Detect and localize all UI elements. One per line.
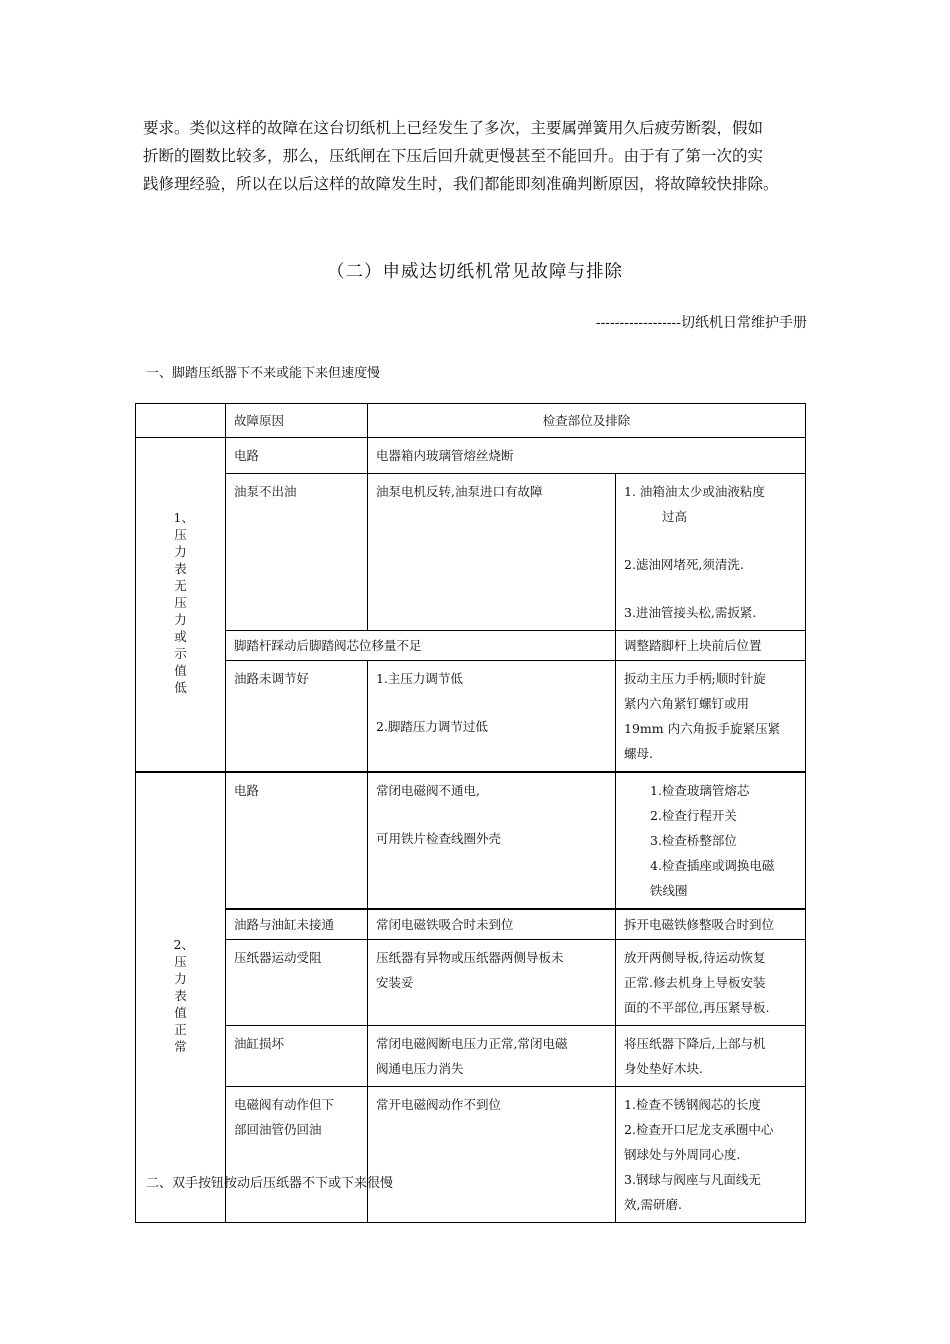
- check-cell: 电器箱内玻璃管熔丝烧断: [368, 438, 806, 474]
- fix-line: 4.检查插座或调换电磁: [650, 858, 775, 873]
- fix-cell: [616, 772, 806, 909]
- source-line: ------------------切纸机日常维护手册: [595, 315, 807, 331]
- table-header-row: [136, 404, 806, 438]
- group1-label-cell: [136, 438, 226, 773]
- cause-line: 部回油管仍回油: [234, 1122, 322, 1137]
- fix-line: 19mm 内六角扳手旋紧压紧: [624, 721, 781, 736]
- check-line: 压纸器有异物或压纸器两侧导板未: [376, 950, 564, 965]
- fault-table: [135, 403, 806, 1223]
- cause-cell: 脚踏杆踩动后脚踏阀芯位移量不足: [226, 631, 616, 661]
- check-line: 安装妥: [376, 975, 414, 990]
- section-title: （二）申威达切纸机常见故障与排除: [327, 262, 623, 282]
- intro-line: 践修理经验，所以在以后这样的故障发生时，我们都能即刻准确判断原因，将故障较快排除。: [143, 175, 779, 193]
- heading-1: 一、脚踏压纸器下不来或能下来但速度慢: [146, 366, 381, 381]
- check-cell: 常开电磁阀动作不到位: [368, 1087, 616, 1223]
- fix-line: 钢球处与外周同心度.: [624, 1147, 741, 1162]
- cause-cell: 油路与油缸未接通: [226, 909, 368, 940]
- fix-line: 1. 油箱油太少或油液粘度: [624, 484, 765, 499]
- fix-cell: 调整踏脚杆上块前后位置: [616, 631, 806, 661]
- fix-cell: [616, 661, 806, 773]
- fix-line: 效,需研磨.: [624, 1197, 682, 1212]
- check-cell: [368, 661, 616, 773]
- table-row: [136, 1026, 806, 1087]
- fix-line: 紧内六角紧钉螺钉或用: [624, 696, 750, 711]
- check-cell: [368, 1026, 616, 1087]
- cause-line: 电磁阀有动作但下: [234, 1097, 335, 1112]
- header-blank: [136, 404, 226, 438]
- check-line: 常闭电磁阀不通电,: [376, 783, 480, 798]
- fix-line: 过高: [662, 509, 688, 524]
- cause-cell: 电路: [226, 438, 368, 474]
- cause-cell: 压纸器运动受阻: [226, 940, 368, 1026]
- check-line: 1.主压力调节低: [376, 671, 463, 686]
- cause-cell: [226, 1087, 368, 1223]
- intro-paragraph: [143, 114, 810, 198]
- intro-line: 折断的圈数比较多，那么，压纸闸在下压后回升就更慢甚至不能回升。由于有了第一次的实: [143, 147, 764, 165]
- table-row: [136, 940, 806, 1026]
- intro-line: 要求。类似这样的故障在这台切纸机上已经发生了多次，主要属弹簧用久后疲劳断裂，假如: [143, 119, 764, 137]
- fix-cell: [616, 1026, 806, 1087]
- fix-line: 1.检查不锈钢阀芯的长度: [624, 1097, 761, 1112]
- group1-label: 1、压力表无压力或示值低: [173, 510, 194, 695]
- table-row: [136, 438, 806, 474]
- fix-line: 3.检查桥整部位: [650, 833, 737, 848]
- fix-line: 2.检查开口尼龙支承圈中心: [624, 1122, 774, 1137]
- cause-cell: 电路: [226, 772, 368, 909]
- check-cell: [368, 940, 616, 1026]
- fix-cell: [616, 474, 806, 631]
- fix-line: 1.检查玻璃管熔芯: [650, 783, 750, 798]
- table-row: [136, 1087, 806, 1223]
- fix-line: 螺母.: [624, 746, 653, 761]
- check-line: 常闭电磁阀断电压力正常,常闭电磁: [376, 1036, 568, 1051]
- group2-label-cell: [136, 772, 226, 1223]
- fix-line: 3.进油管接头松,需扳紧.: [624, 605, 757, 620]
- fix-line: 身处垫好木块.: [624, 1061, 703, 1076]
- header-cause: 故障原因: [226, 404, 368, 438]
- header-check: 检查部位及排除: [368, 404, 806, 438]
- group2-label: 2、压力表值正常: [173, 937, 194, 1054]
- cause-cell: 油泵不出油: [226, 474, 368, 631]
- check-cell: [368, 772, 616, 909]
- fix-line: 面的不平部位,再压紧导板.: [624, 1000, 770, 1015]
- fix-line: 扳动主压力手柄;顺时针旋: [624, 671, 766, 686]
- fix-cell: 拆开电磁铁修整吸合时到位: [616, 909, 806, 940]
- heading-2: 二、双手按钮按动后压纸器不下或下来很慢: [146, 1176, 394, 1191]
- table-row: [136, 661, 806, 773]
- fix-line: 3.钢球与阀座与凡面线无: [624, 1172, 761, 1187]
- cause-cell: 油缸损坏: [226, 1026, 368, 1087]
- check-cell: 常闭电磁铁吸合时未到位: [368, 909, 616, 940]
- check-cell: 油泵电机反转,油泵进口有故障: [368, 474, 616, 631]
- fix-cell: [616, 1087, 806, 1223]
- fix-line: 放开两侧导板,待运动恢复: [624, 950, 766, 965]
- fix-cell: [616, 940, 806, 1026]
- cause-cell: 油路未调节好: [226, 661, 368, 773]
- table-row: [136, 909, 806, 940]
- table-row: [136, 772, 806, 909]
- fix-line: 铁线圈: [650, 883, 688, 898]
- check-line: 2.脚踏压力调节过低: [376, 719, 488, 734]
- table-row: [136, 474, 806, 631]
- fix-line: 2.检查行程开关: [650, 808, 737, 823]
- fix-line: 将压纸器下降后,上部与机: [624, 1036, 766, 1051]
- check-line: 可用铁片检查线圈外壳: [376, 831, 502, 846]
- fix-line: 2.滤油网堵死,须清洗.: [624, 557, 744, 572]
- check-line: 阀通电压力消失: [376, 1061, 464, 1076]
- table-row: [136, 631, 806, 661]
- fix-line: 正常.修去机身上导板安装: [624, 975, 766, 990]
